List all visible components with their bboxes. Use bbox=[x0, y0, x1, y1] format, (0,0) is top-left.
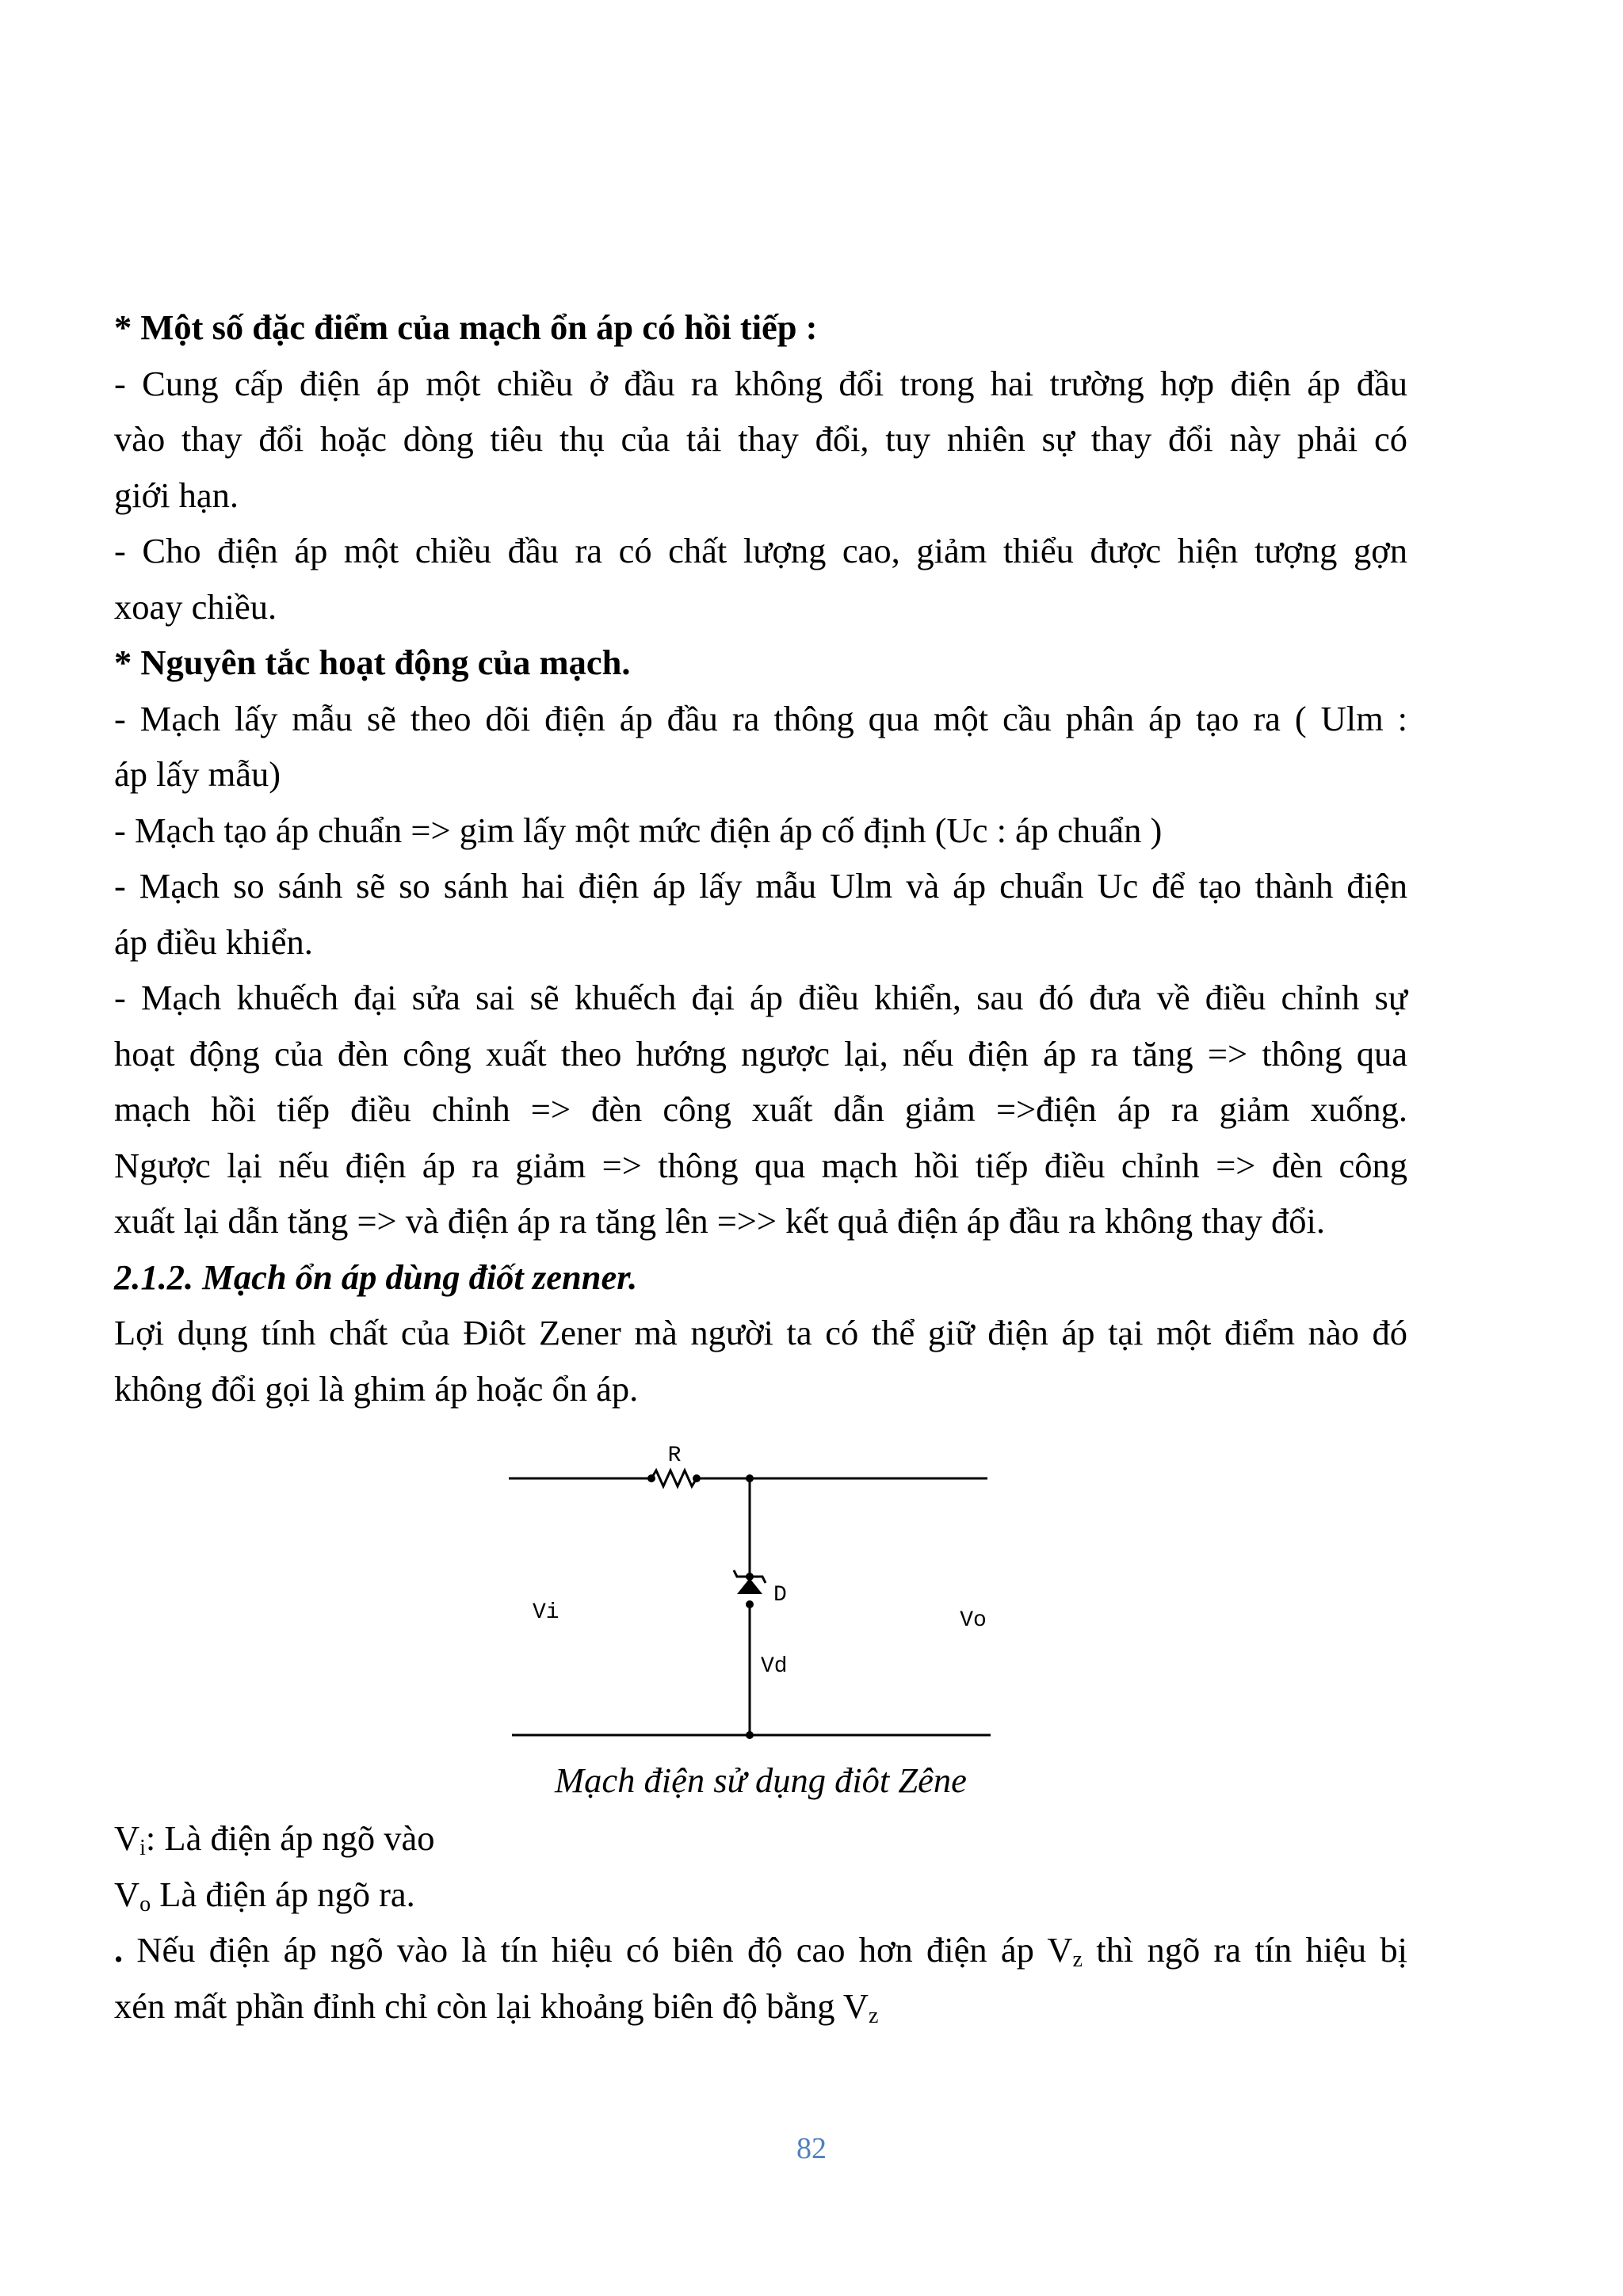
paragraph-line: - Mạch tạo áp chuẩn => gim lấy một mức điện áp cố định (Uc : áp chuẩn ) bbox=[114, 810, 1163, 850]
section-heading-zener: 2.1.2. Mạch ổn áp dùng điốt zenner. bbox=[114, 1257, 638, 1297]
label-resistor: R bbox=[667, 1444, 682, 1468]
label-vo: Vo bbox=[960, 1608, 987, 1633]
label-vd: Vd bbox=[761, 1654, 788, 1679]
paragraph-line: - Mạch so sánh sẽ so sánh hai điện áp lấy mẫu Ulm và áp chuẩn Uc để tạo thành điện bbox=[114, 866, 1407, 906]
zener-circuit-diagram bbox=[499, 1434, 1006, 1751]
paragraph-line: . Nếu điện áp ngõ vào là tín hiệu có biên độ cao hơn điện áp $V_z$ thì ngõ ra tín hiệu bị bbox=[114, 1930, 1407, 1972]
node-dot bbox=[746, 1474, 754, 1482]
paragraph-line: - Cung cấp điện áp một chiều ở đầu ra không đổi trong hai trường hợp điện áp đầu bbox=[114, 363, 1407, 403]
heading-feedback-features: * Một số đặc điểm của mạch ổn áp có hồi tiếp : bbox=[114, 307, 818, 347]
paragraph-line: giới hạn. bbox=[114, 475, 239, 515]
label-diode: D bbox=[773, 1583, 787, 1608]
paragraph-line: vào thay đổi hoặc dòng tiêu thụ của tải thay đổi, tuy nhiên sự thay đổi này phải có bbox=[114, 419, 1407, 459]
paragraph-line: áp điều khiển. bbox=[114, 921, 313, 962]
figure-caption: Mạch điện sử dụng điôt Zêne bbox=[555, 1760, 967, 1800]
node-dot bbox=[746, 1573, 754, 1581]
paragraph-line: xuất lại dẫn tăng => và điện áp ra tăng lên =>> kết quả điện áp đầu ra không thay đổi. bbox=[114, 1201, 1326, 1241]
node-dot bbox=[693, 1474, 701, 1482]
body-text bbox=[114, 299, 1407, 1417]
paragraph-line: - Mạch khuếch đại sửa sai sẽ khuếch đại áp điều khiển, sau đó đưa về điều chỉnh sự bbox=[114, 978, 1407, 1017]
paragraph-line: hoạt động của đèn công xuất theo hướng ngược lại, nếu điện áp ra tăng => thông qua bbox=[114, 1033, 1407, 1074]
definition-vo: $V_o$ Là điện áp ngõ ra. bbox=[114, 1874, 415, 1917]
label-vi: Vi bbox=[533, 1600, 559, 1625]
heading-operating-principle: * Nguyên tắc hoạt động của mạch. bbox=[114, 643, 631, 682]
node-dot bbox=[746, 1731, 754, 1739]
definition-vi: $V_i$: Là điện áp ngõ vào bbox=[114, 1818, 435, 1860]
paragraph-line: Ngược lại nếu điện áp ra giảm => thông qua mạch hồi tiếp điều chỉnh => đèn công bbox=[114, 1145, 1407, 1185]
page-number: 82 bbox=[796, 2132, 827, 2165]
paragraph-line: xoay chiều. bbox=[114, 586, 277, 627]
paragraph-line: áp lấy mẫu) bbox=[114, 754, 281, 794]
paragraph-line: - Mạch lấy mẫu sẽ theo dõi điện áp đầu ra thông qua một cầu phân áp tạo ra ( Ulm : bbox=[114, 698, 1407, 738]
paragraph-line: xén mất phần đỉnh chỉ còn lại khoảng biên độ bằng $V_z$ bbox=[114, 1985, 879, 2028]
resistor-symbol bbox=[651, 1470, 697, 1486]
node-dot bbox=[746, 1600, 754, 1608]
paragraph-line: không đổi gọi là ghim áp hoặc ổn áp. bbox=[114, 1368, 639, 1409]
paragraph-line: mạch hồi tiếp điều chỉnh => đèn công xuất dẫn giảm =>điện áp ra giảm xuống. bbox=[114, 1089, 1407, 1129]
definitions-block bbox=[114, 1810, 1407, 2034]
node-dot bbox=[647, 1474, 655, 1482]
paragraph-line: Lợi dụng tính chất của Điôt Zener mà người ta có thể giữ điện áp tại một điểm nào đó bbox=[114, 1313, 1407, 1352]
paragraph-line: - Cho điện áp một chiều đầu ra có chất lượng cao, giảm thiểu được hiện tượng gợn bbox=[114, 531, 1407, 570]
